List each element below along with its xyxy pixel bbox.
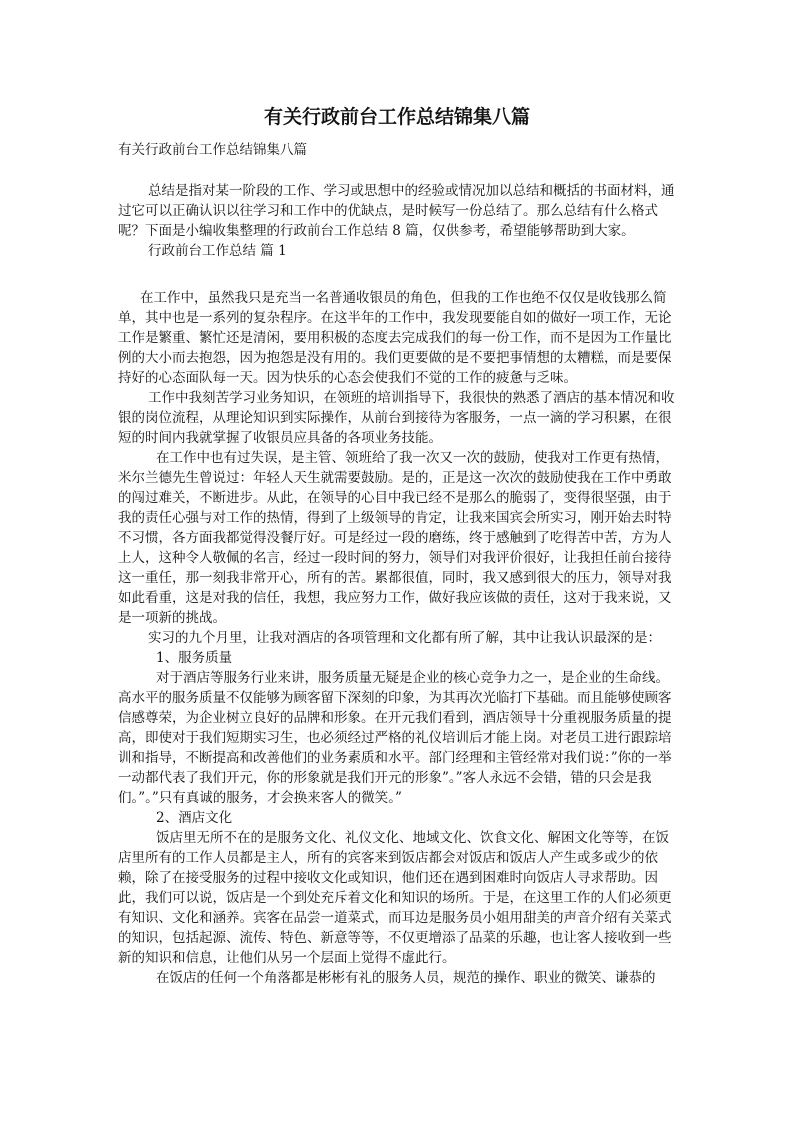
- document-subtitle: 有关行政前台工作总结锦集八篇: [118, 142, 307, 158]
- intro-paragraph: 总结是指对某一阶段的工作、学习或思想中的经验或情况加以总结和概括的书面材料，通过它可以正确认识以往学习和工作中的优缺点，是时候写一份总结了。那么总结有什么格式呢？下面是小编收集整理的行政前台工作总结 8 篇，仅供参考，希望能够帮助到大家。: [118, 183, 675, 239]
- part-heading: 行政前台工作总结 篇 1: [148, 243, 287, 259]
- paragraph: 饭店里无所不在的是服务文化、礼仪文化、地域文化、饮食文化、解困文化等等，在饭店里所有的工作人员都是主人，所有的宾客来到饭店都会对饭店和饭店人产生或多或少的依赖，除了在接受服务的过程中接收文化或知识，他们还在遇到困难时向饭店人寻求帮助。因此，我们可以说，饭店是一个到处充斥着文化和知识的场所。于是，在这里工作的人们必须更有知识、文化和涵养。宾客在品尝一道菜式，而耳边是服务员小姐用甜美的声音介绍有关菜式的知识，包括起源、流传、特色、新意等等，不仅更增添了品菜的乐趣，也让客人接收到一些新的知识和信息，让他们从另一个层面上觉得不虚此行。: [118, 830, 672, 966]
- paragraph: 实习的九个月里，让我对酒店的各项管理和文化都有所了解，其中让我认识最深的是：: [148, 630, 661, 646]
- paragraph: 在工作中，虽然我只是充当一名普通收银员的角色，但我的工作也绝不仅仅是收钱那么简单，其中也是一系列的复杂程序。在这半年的工作中，我发现要能自如的做好一项工作，无论工作是繁重、繁忙还是清闲，要用积极的态度去完成我们的每一份工作，而不是因为工作量比例的大小而去抱怨，因为抱怨是没有用的。我们更要做的是不要把事情想的太糟糕，而是要保持好的心态面队每一天。因为快乐的心态会使我们不觉的工作的疲惫与乏味。: [118, 290, 672, 386]
- paragraph: 在饭店的任何一个角落都是彬彬有礼的服务人员，规范的操作、职业的微笑、谦恭的: [156, 970, 656, 986]
- intro-section: [118, 181, 678, 261]
- paragraph: 工作中我刻苦学习业务知识，在领班的培训指导下，我很快的熟悉了酒店的基本情况和收银的岗位流程，从理论知识到实际操作，从前台到接待为客服务，一点一滴的学习积累，在很短的时间内我就掌握了收银员应具备的各项业务技能。: [118, 390, 675, 446]
- paragraph: 在工作中也有过失误，是主管、领班给了我一次又一次的鼓励，使我对工作更有热情，米尔兰德先生曾说过：年轻人天生就需要鼓励。是的，正是这一次次的鼓励使我在工作中勇敢的闯过难关，不断进步。从此，在领导的心目中我已经不是那么的脆弱了，变得很坚强，由于我的责任心强与对工作的热情，得到了上级领导的肯定，让我来国宾会所实习，刚开始去时特不习惯，各方面我都觉得没餐厅好。可是经过一段的磨练，终于感触到了吃得苦中苦，方为人上人，这种令人敬佩的名言，经过一段时间的努力，领导们对我评价很好，让我担任前台接待这一重任，那一刻我非常开心，所有的苦。累都很值，同时，我又感到很大的压力，领导对我如此看重，这是对我的信任，我想，我应努力工作，做好我应该做的责任，这对于我来说，又是一项新的挑战。: [118, 450, 672, 626]
- section-heading: 1、服务质量: [156, 650, 233, 666]
- document-title: 有关行政前台工作总结锦集八篇: [263, 106, 530, 128]
- section-heading: 2、酒店文化: [156, 810, 233, 826]
- body-text: [118, 288, 678, 988]
- paragraph: 对于酒店等服务行业来讲，服务质量无疑是企业的核心竞争力之一，是企业的生命线。高水平的服务质量不仅能够为顾客留下深刻的印象，为其再次光临打下基础。而且能够使顾客信感尊荣，为企业树立良好的品牌和形象。在开元我们看到，酒店领导十分重视服务质量的提高，即使对于我们短期实习生，也必须经过严格的礼仪培训后才能上岗。对老员工进行跟踪培训和指导，不断提高和改善他们的业务素质和水平。部门经理和主管经常对我们说：”你的一举一动都代表了我们开元，你的形象就是我们开元的形象”。”客人永远不会错，错的只会是我们。”。”只有真诚的服务，才会换来客人的微笑。”: [118, 670, 672, 806]
